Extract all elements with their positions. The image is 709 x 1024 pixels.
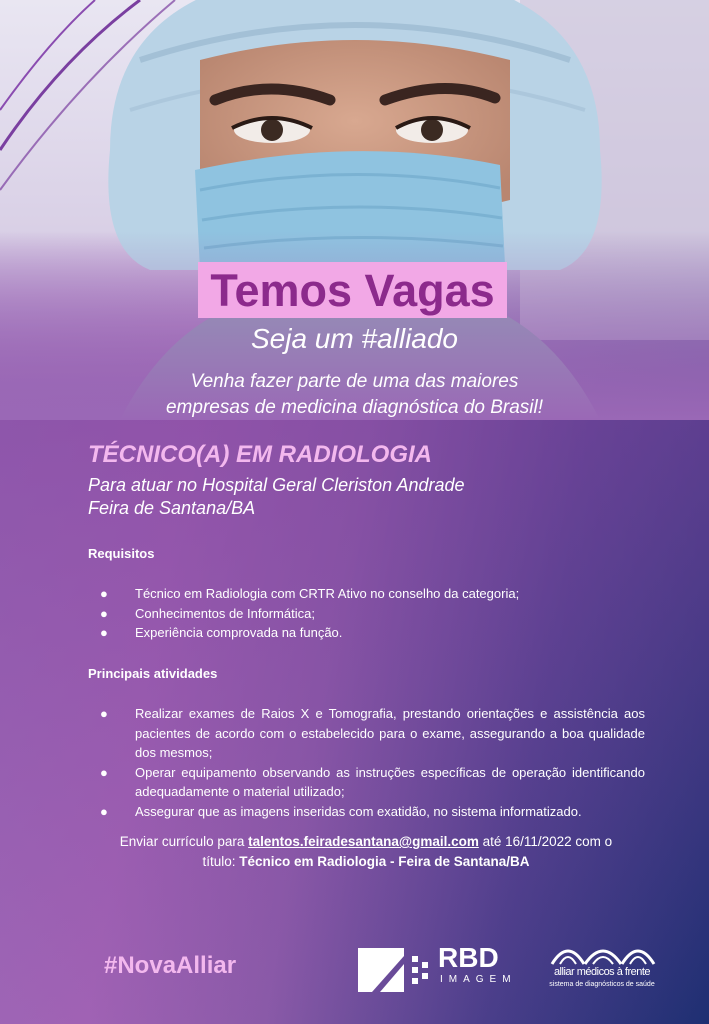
alliar-tagline: sistema de diagnósticos de saúde (549, 981, 655, 988)
nurse-photo (0, 0, 709, 420)
application-instructions: Enviar currículo para talentos.feiradesantana@gmail.com até 16/11/2022 com o título: Técnico em Radiologia - Feira de Santana/BA (119, 834, 613, 869)
list-item: ● Realizar exames de Raios X e Tomografia, prestando orientações e assistência aos pacientes de acordo com o estabelecido para o exame, assegurando a boa qualidade dos mesmos; (100, 706, 645, 760)
subheadline: Seja um #alliado (250, 323, 459, 354)
email-link[interactable]: talentos.feiradesantana@gmail.com (248, 834, 479, 849)
activities-list (100, 704, 645, 821)
list-item: ● Conhecimentos de Informática; (100, 604, 645, 624)
rbd-wordmark: RBD (438, 942, 499, 973)
bullet-icon: ● (100, 706, 108, 721)
list-item: ● Experiência comprovada na função. (100, 623, 645, 643)
intro-line-2: empresas de medicina diagnóstica do Brasil! (165, 397, 544, 418)
bullet-icon: ● (100, 803, 108, 819)
intro-line-1: Venha fazer parte de uma das maiores (190, 371, 519, 392)
rbd-subtitle: IMAGEM (440, 974, 517, 985)
list-item: ● Técnico em Radiologia com CRTR Ativo no conselho da categoria; (100, 584, 645, 604)
job-location-line-1: Para atuar no Hospital Geral Cleriston Andrade (88, 475, 465, 495)
requirements-list (100, 584, 645, 643)
job-title: TÉCNICO(A) EM RADIOLOGIA (88, 441, 432, 468)
activities-heading: Principais atividades (88, 666, 218, 681)
list-item: ● Assegurar que as imagens inseridas com exatidão, no sistema informatizado. (100, 802, 645, 822)
bullet-icon: ● (100, 586, 108, 601)
alliar-wordmark: alliar médicos à frente (553, 966, 651, 978)
bullet-icon: ● (100, 764, 108, 780)
job-location-line-2: Feira de Santana/BA (88, 498, 256, 518)
list-item: ● Operar equipamento observando as instruções específicas de operação identificando adequadamente o material utilizado; (100, 764, 645, 799)
headline: Temos Vagas (210, 265, 495, 316)
bullet-icon: ● (100, 605, 108, 621)
bullet-icon: ● (100, 625, 108, 640)
requirements-heading: Requisitos (88, 546, 155, 561)
hashtag: #NovaAlliar (104, 952, 237, 979)
